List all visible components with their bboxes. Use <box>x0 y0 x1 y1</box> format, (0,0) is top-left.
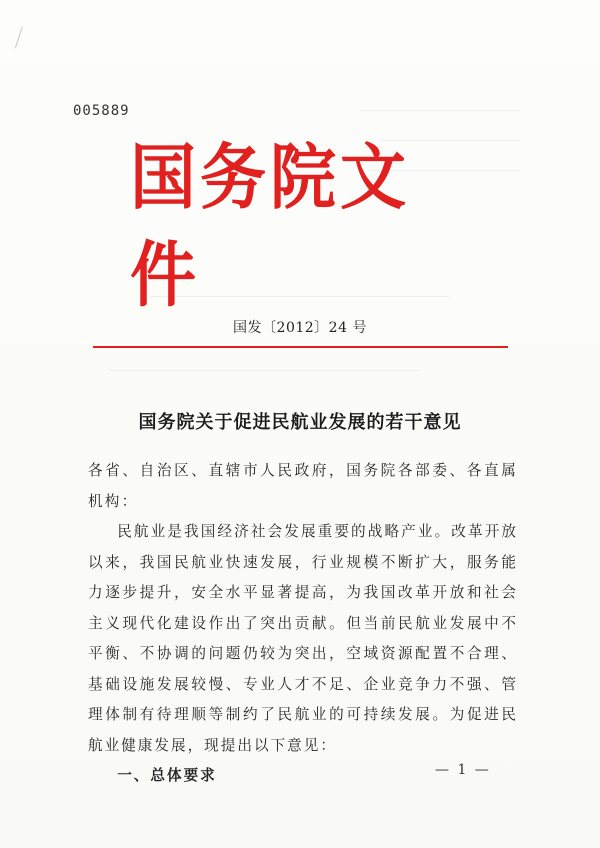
document-title: 国务院关于促进民航业发展的若干意见 <box>138 412 462 433</box>
bleed-through-line <box>360 110 520 111</box>
page-number: — 1 — <box>435 762 491 778</box>
document-body <box>88 456 518 792</box>
red-divider-line <box>93 346 508 348</box>
issue-code: 国发〔2012〕24 号 <box>233 320 367 336</box>
body-paragraph: 民航业是我国经济社会发展重要的战略产业。改革开放以来，我国民航业快速发展，行业规模不断扩大，服务能力逐步提升，安全水平显著提高，为我国改革开放和社会主义现代化建设作出了突出贡献。但当前民航业发展中不平衡、不协调的问题仍较为突出，空域资源配置不合理、基础设施发展较慢、专业人才不足、企业竞争力不强、管理体制有待理顺等制约了民航业的可持续发展。为促进民航业健康发展，现提出以下意见： <box>88 523 518 754</box>
issuer-header-text: 国务院文件 <box>130 136 410 317</box>
salutation: 各省、自治区、直辖市人民政府，国务院各部委、各直属机构： <box>88 462 518 510</box>
corner-pen-mark <box>15 27 30 51</box>
section-heading: 一、总体要求 <box>117 767 217 784</box>
bleed-through-line <box>110 370 420 371</box>
issuer-header <box>130 136 470 317</box>
archive-number: 005889 <box>73 103 130 119</box>
